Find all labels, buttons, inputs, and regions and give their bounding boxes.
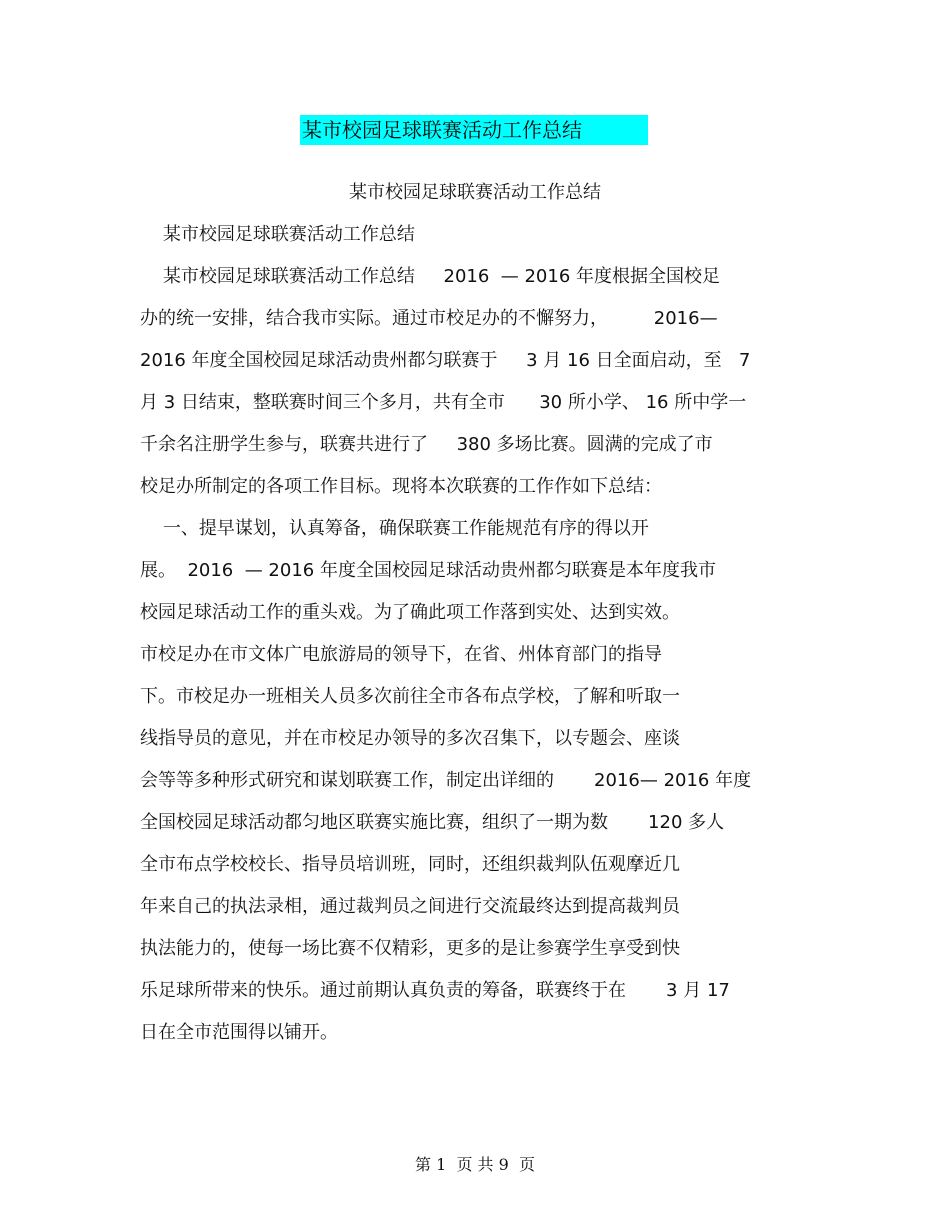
body-line: 2016 年度全国校园足球活动贵州都匀联赛于 3 月 16 日全面启动，至 7 xyxy=(140,350,751,371)
document-subtitle: 某市校园足球联赛活动工作总结 xyxy=(349,182,601,203)
body-line: 日在全市范围得以铺开。 xyxy=(140,1022,338,1043)
body-line: 千余名注册学生参与，联赛共进行了 380 多场比赛。圆满的完成了市 xyxy=(140,434,713,455)
body-line: 月 3 日结束，整联赛时间三个多月，共有全市 30 所小学、 16 所中学一 xyxy=(140,392,747,413)
body-line: 办的统一安排，结合我市实际。通过市校足办的不懈努力， 2016— xyxy=(140,308,718,329)
body-line: 某市校园足球联赛活动工作总结 2016 — 2016 年度根据全国校足 xyxy=(140,266,720,287)
body-line: 会等等多种形式研究和谋划联赛工作，制定出详细的 2016— 2016 年度 xyxy=(140,770,752,791)
body-line: 全国校园足球活动都匀地区联赛实施比赛，组织了一期为数 120 多人 xyxy=(140,812,725,833)
page-footer: 第 1 页 共 9 页 xyxy=(415,1155,535,1174)
body-line: 校园足球活动工作的重头戏。为了确此项工作落到实处、达到实效。 xyxy=(140,602,680,623)
body-line: 下。市校足办一班相关人员多次前往全市各布点学校，了解和听取一 xyxy=(140,686,680,707)
body-line: 年来自己的执法录相，通过裁判员之间进行交流最终达到提高裁判员 xyxy=(140,896,680,917)
body-line: 市校足办在市文体广电旅游局的领导下，在省、州体育部门的指导 xyxy=(140,644,662,665)
body-line: 全市布点学校校长、指导员培训班，同时，还组织裁判队伍观摩近几 xyxy=(140,854,680,875)
highlighted-title: 某市校园足球联赛活动工作总结 xyxy=(300,115,648,145)
body-line: 乐足球所带来的快乐。通过前期认真负责的筹备，联赛终于在 3 月 17 xyxy=(140,980,730,1001)
body-line: 线指导员的意见，并在市校足办领导的多次召集下，以专题会、座谈 xyxy=(140,728,680,749)
body-line: 一、提早谋划，认真筹备，确保联赛工作能规范有序的得以开 xyxy=(140,518,649,539)
body-line: 展。 2016 — 2016 年度全国校园足球活动贵州都匀联赛是本年度我市 xyxy=(140,560,716,581)
body-line: 执法能力的，使每一场比赛不仅精彩，更多的是让参赛学生享受到快 xyxy=(140,938,680,959)
body-line: 校足办所制定的各项工作目标。现将本次联赛的工作作如下总结： xyxy=(140,476,662,497)
body-line: 某市校园足球联赛活动工作总结 xyxy=(140,224,415,245)
